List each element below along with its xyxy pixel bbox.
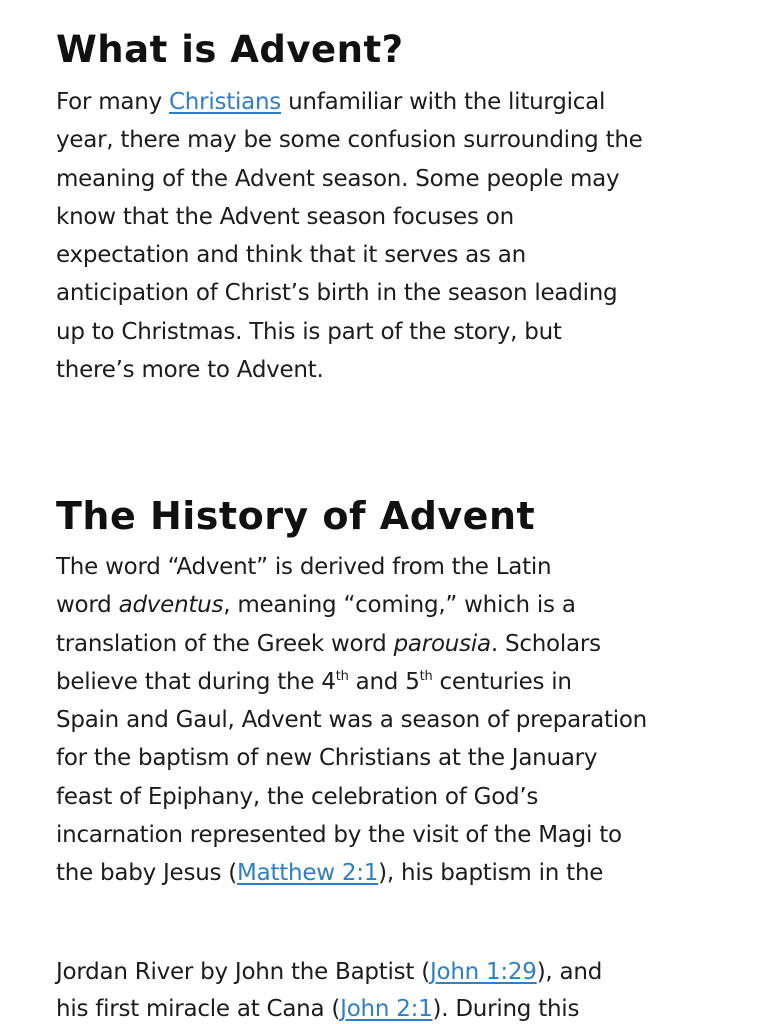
text-span: unfamiliar with the liturgical	[281, 89, 606, 115]
text-line: expectation and think that it serves as an	[56, 242, 526, 269]
link-john-1-29[interactable]: John 1:29	[429, 959, 537, 985]
text-line: meaning of the Advent season. Some people may	[56, 165, 620, 192]
text-span: translation of the Greek word	[56, 630, 394, 657]
link-christians[interactable]: Christians	[169, 89, 282, 115]
text-line: Spain and Gaul, Advent was a season of preparation	[56, 707, 648, 734]
ordinal-suffix: th	[419, 668, 433, 684]
text-line: up to Christmas. This is part of the story, but	[56, 318, 562, 345]
text-span: and 5	[348, 668, 420, 695]
text-span: his first miracle at Cana (	[56, 996, 341, 1022]
text-span: , meaning “coming,” which is a	[223, 592, 576, 619]
heading-what-is-advent: What is Advent?	[56, 28, 404, 71]
text-line	[56, 586, 736, 624]
text-span: centuries in	[432, 668, 572, 695]
ordinal-suffix: th	[335, 668, 349, 684]
text-span: Jordan River by John the Baptist (	[56, 959, 430, 985]
text-line: incarnation represented by the visit of the Magi to	[56, 822, 622, 849]
paragraph-what-is-advent	[56, 83, 736, 389]
text-line: for the baptism of new Christians at the January	[56, 745, 598, 772]
paragraph-continuation	[56, 954, 736, 1024]
text-span: ). During this	[432, 996, 580, 1022]
text-line	[56, 663, 736, 701]
text-line: know that the Advent season focuses on	[56, 203, 514, 230]
text-line	[56, 954, 736, 991]
link-john-2-1[interactable]: John 2:1	[340, 996, 433, 1022]
text-span: believe that during the 4	[56, 668, 336, 695]
text-span: ), his baptism in the	[378, 860, 604, 887]
text-line	[56, 83, 736, 121]
text-line	[56, 991, 736, 1024]
text-line: anticipation of Christ’s birth in the season leading	[56, 280, 618, 307]
text-line	[56, 854, 736, 892]
text-span: . Scholars	[490, 630, 601, 657]
text-span: ), and	[536, 959, 603, 985]
greek-term-parousia: parousia	[393, 630, 491, 657]
paragraph-history-of-advent	[56, 548, 736, 893]
latin-term-adventus: adventus	[118, 592, 224, 619]
heading-history-of-advent: The History of Advent	[56, 494, 536, 538]
text-line: year, there may be some confusion surrounding the	[56, 127, 643, 154]
link-matthew-2-1[interactable]: Matthew 2:1	[237, 860, 379, 887]
text-line: feast of Epiphany, the celebration of God’s	[56, 783, 539, 810]
text-span: the baby Jesus (	[56, 860, 238, 887]
text-line: there’s more to Advent.	[56, 357, 324, 384]
text-line: The word “Advent” is derived from the Latin	[56, 554, 552, 580]
text-line	[56, 625, 736, 663]
text-span: For many	[56, 89, 169, 115]
text-span: word	[56, 592, 119, 619]
